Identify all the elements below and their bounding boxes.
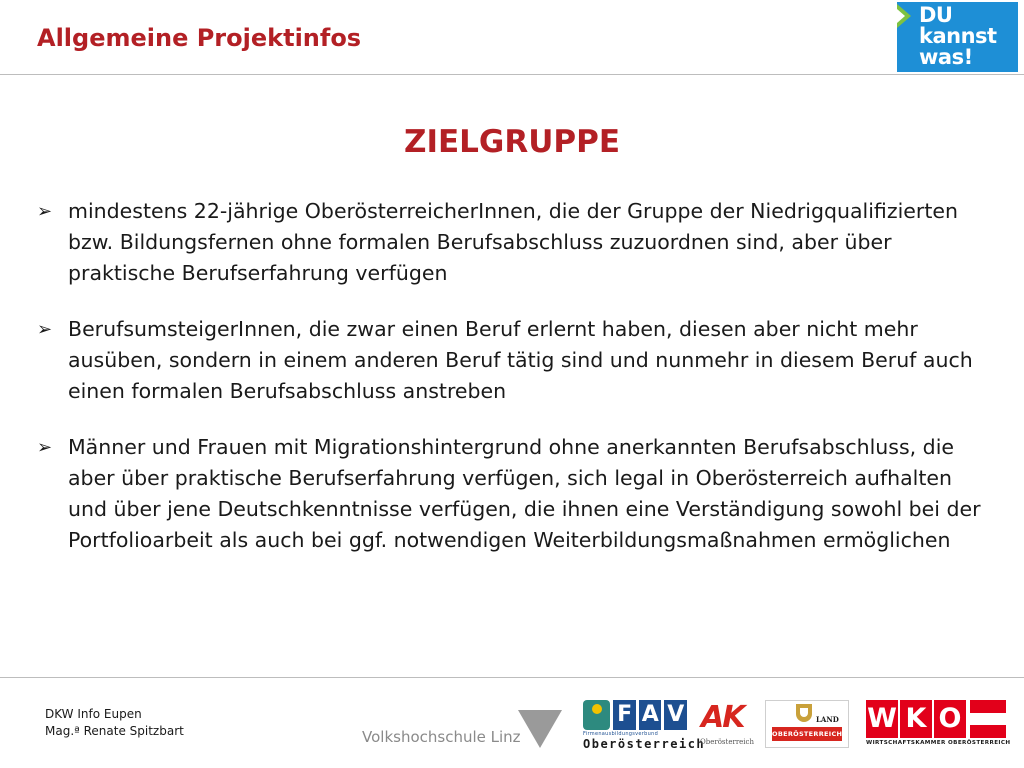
fav-subtitle: Firmenausbildungsverbund xyxy=(583,731,659,737)
fav-logo xyxy=(583,700,706,752)
land-bar: OBERÖSTERREICH xyxy=(772,727,842,741)
bullet-text: mindestens 22-jährige OberösterreicherInnen, die der Gruppe der Niedrigqualifizierten bzw. Bildungsfernen ohne formalen Berufsabschluss zuzuordnen sind, aber über praktische Berufserfahrung verfügen xyxy=(68,199,958,285)
footer-author xyxy=(45,706,184,740)
bullet-list xyxy=(37,196,997,556)
logo-line-1: DU xyxy=(919,3,953,27)
bullet-item xyxy=(37,196,997,289)
fav-letter: F xyxy=(613,700,636,730)
fav-letter: A xyxy=(639,700,662,730)
bullet-arrow-icon: ➢ xyxy=(37,319,53,340)
wko-letter: O xyxy=(934,700,966,738)
land-ooe-logo xyxy=(765,700,849,748)
coat-of-arms-icon xyxy=(796,704,812,722)
vhs-triangle-icon xyxy=(518,710,562,748)
fav-figure-icon xyxy=(583,700,610,730)
slide-title: ZIELGRUPPE xyxy=(403,124,621,160)
footer-divider xyxy=(0,677,1024,678)
bullet-text: Männer und Frauen mit Migrationshintergrund ohne anerkannten Berufsabschluss, die aber über praktische Berufserfahrung verfügen, sich legal in Oberösterreich aufhalten und über jene Deutschkenntnisse verfügen, die ihnen eine Verständigung sowohl bei der Portfolioarbeit als auch bei ggf. notwendigen Weiterbildungsmaßnahmen ermöglichen xyxy=(68,435,981,552)
ak-subtitle: Oberösterreich xyxy=(700,738,754,746)
ak-logo xyxy=(695,700,757,752)
logo-line-2: kannst xyxy=(919,24,997,48)
austria-flag-icon xyxy=(970,700,1006,738)
bullet-item xyxy=(37,314,997,407)
ak-letters: AK xyxy=(701,700,744,735)
header-divider xyxy=(0,74,1024,75)
bullet-arrow-icon: ➢ xyxy=(37,201,53,222)
wko-logo xyxy=(866,700,1011,748)
du-kannst-was-logo xyxy=(897,2,1018,72)
bullet-text: BerufsumsteigerInnen, die zwar einen Beruf erlernt haben, diesen aber nicht mehr ausüben, sondern in einem anderen Beruf tätig sind und nunmehr in diesem Beruf auch einen formalen Berufsabschluss anstreben xyxy=(68,317,973,403)
wko-subtitle: WIRTSCHAFTSKAMMER OBERÖSTERREICH xyxy=(866,740,1011,746)
footer-line-2: Mag.ª Renate Spitzbart xyxy=(45,724,184,738)
wko-letter: W xyxy=(866,700,898,738)
fav-letter: V xyxy=(664,700,687,730)
bullet-arrow-icon: ➢ xyxy=(37,437,53,458)
wko-letter: K xyxy=(900,700,932,738)
header-title: Allgemeine Projektinfos xyxy=(37,24,362,52)
vhs-name: Volkshochschule Linz xyxy=(362,728,521,746)
land-word: LAND xyxy=(816,715,839,724)
volkshochschule-logo xyxy=(352,700,568,752)
logo-line-3: was! xyxy=(919,45,973,69)
footer-line-1: DKW Info Eupen xyxy=(45,707,142,721)
fav-region: Oberösterreich xyxy=(583,737,706,751)
bullet-item xyxy=(37,432,997,556)
